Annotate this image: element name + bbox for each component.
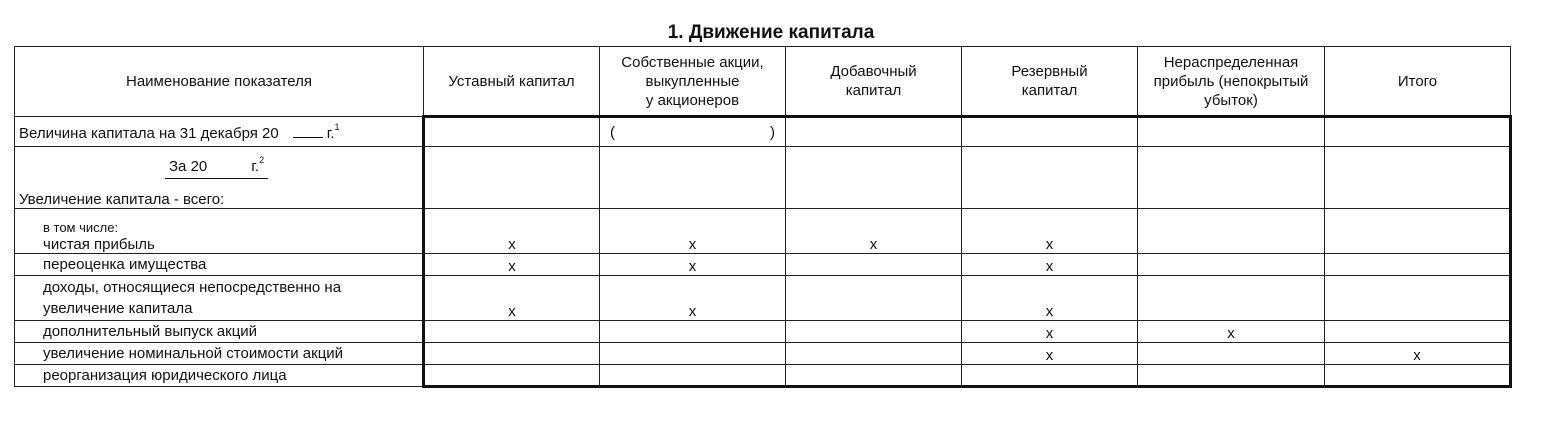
cell[interactable] <box>1325 117 1511 147</box>
header-reserve-capital: Резервный капитал <box>962 47 1138 117</box>
cell[interactable] <box>786 254 962 276</box>
cell[interactable] <box>1325 321 1511 343</box>
row-label-nominal-increase: увеличение номинальной стоимости акций <box>15 343 424 365</box>
cell[interactable] <box>600 321 786 343</box>
cell[interactable] <box>424 321 600 343</box>
cell[interactable] <box>962 147 1138 209</box>
table-row <box>15 365 1511 387</box>
x-mark: x <box>424 276 600 321</box>
x-mark: x <box>424 254 600 276</box>
period-heading: За 20 г.$^2$ <box>165 149 268 179</box>
x-mark: x <box>962 276 1138 321</box>
table-row <box>15 343 1511 365</box>
cell[interactable] <box>962 365 1138 387</box>
cell[interactable] <box>1138 209 1325 254</box>
cell[interactable] <box>786 147 962 209</box>
table-row <box>15 117 1511 147</box>
cell[interactable] <box>1138 147 1325 209</box>
cell[interactable] <box>1138 254 1325 276</box>
header-additional-capital: Добавочный капитал <box>786 47 962 117</box>
cell[interactable] <box>424 147 600 209</box>
row-label-net-profit: в том числе: чистая прибыль <box>15 209 424 254</box>
table-row <box>15 254 1511 276</box>
cell[interactable] <box>1325 147 1511 209</box>
cell[interactable] <box>424 343 600 365</box>
cell[interactable] <box>600 343 786 365</box>
table-row <box>15 209 1511 254</box>
cell[interactable] <box>962 117 1138 147</box>
x-mark: x <box>962 254 1138 276</box>
header-treasury-shares: Собственные акции, выкупленные у акционеров <box>600 47 786 117</box>
x-mark: x <box>600 254 786 276</box>
x-mark: x <box>600 276 786 321</box>
header-indicator-name: Наименование показателя <box>15 47 424 117</box>
header-row <box>15 47 1511 117</box>
x-mark: x <box>424 209 600 254</box>
header-charter-capital: Уставный капитал <box>424 47 600 117</box>
cell[interactable] <box>424 117 600 147</box>
capital-movement-table <box>14 46 1512 388</box>
row-label-additional-issue: дополнительный выпуск акций <box>15 321 424 343</box>
cell[interactable] <box>1138 365 1325 387</box>
table-row <box>15 276 1511 321</box>
x-mark: x <box>1138 321 1325 343</box>
header-retained-earnings: Нераспределенная прибыль (непокрытый убыток) <box>1138 47 1325 117</box>
x-mark: x <box>786 209 962 254</box>
row-label-revaluation: переоценка имущества <box>15 254 424 276</box>
x-mark: x <box>962 321 1138 343</box>
cell[interactable] <box>1325 209 1511 254</box>
cell[interactable]: ( ) <box>600 117 786 147</box>
cell[interactable] <box>600 147 786 209</box>
form-title: 1. Движение капитала <box>667 22 875 43</box>
cell[interactable] <box>1325 254 1511 276</box>
cell[interactable] <box>1138 343 1325 365</box>
cell[interactable] <box>424 365 600 387</box>
cell[interactable] <box>786 276 962 321</box>
x-mark: x <box>962 209 1138 254</box>
cell[interactable] <box>786 117 962 147</box>
cell[interactable] <box>600 365 786 387</box>
row-label-direct-income: доходы, относящиеся непосредственно на увеличение капитала <box>15 276 424 321</box>
table-row <box>15 147 1511 209</box>
row-label-reorganization: реорганизация юридического лица <box>15 365 424 387</box>
table-row <box>15 321 1511 343</box>
x-mark: x <box>962 343 1138 365</box>
header-total: Итого <box>1325 47 1511 117</box>
cell[interactable] <box>1325 276 1511 321</box>
cell[interactable] <box>786 365 962 387</box>
cell[interactable] <box>786 343 962 365</box>
row-label-increase-total: За 20 г.$^2$ Увеличение капитала - всего: <box>15 147 424 209</box>
x-mark: x <box>600 209 786 254</box>
cell[interactable] <box>786 321 962 343</box>
cell[interactable] <box>1138 276 1325 321</box>
x-mark: x <box>1325 343 1511 365</box>
cell[interactable] <box>1138 117 1325 147</box>
row-label-opening: Величина капитала на 31 декабря 20 г.$^1$ <box>15 117 424 147</box>
cell[interactable] <box>1325 365 1511 387</box>
